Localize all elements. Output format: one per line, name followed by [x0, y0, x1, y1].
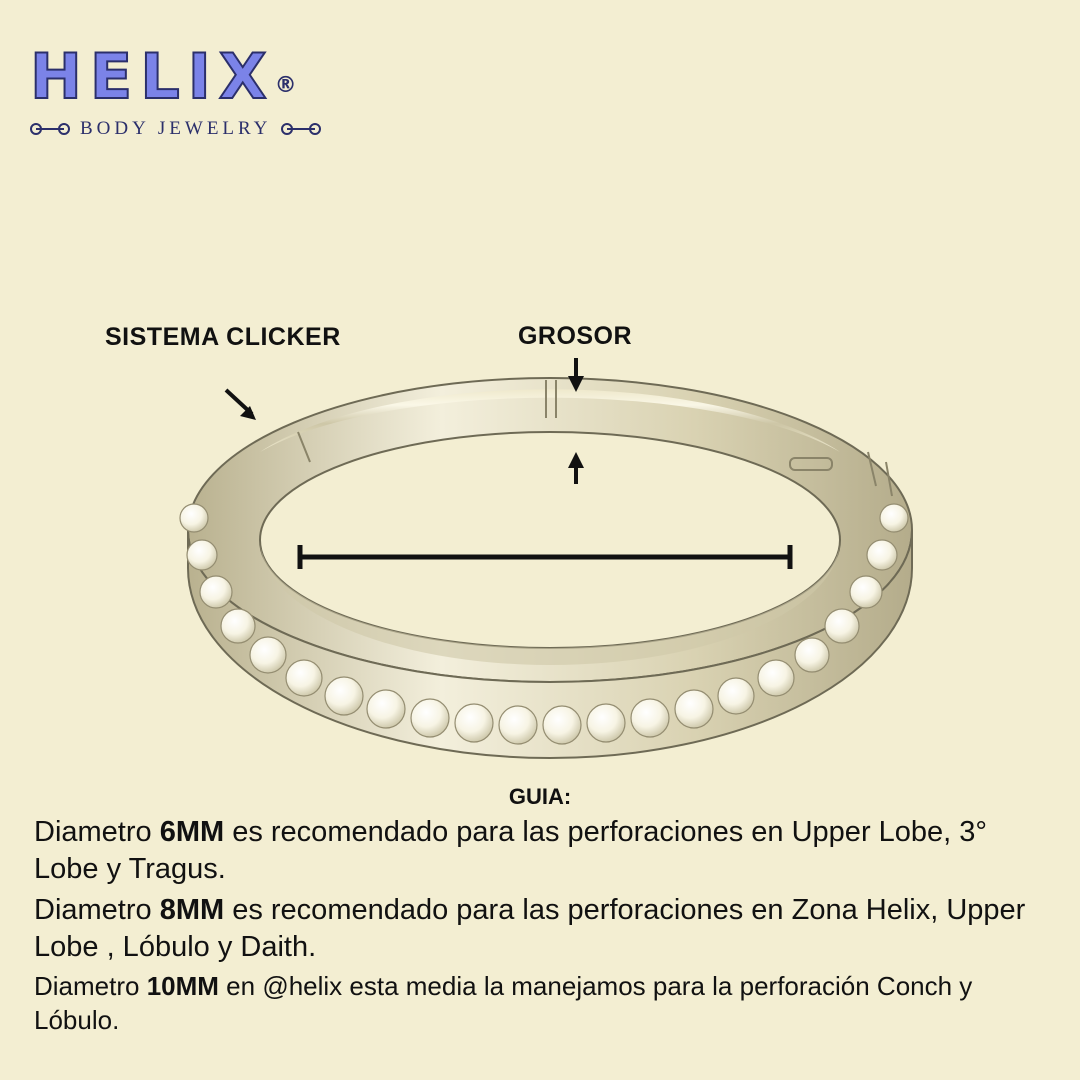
guide-text-pre: Diametro — [34, 894, 160, 927]
guide-text-pre: Diametro — [34, 816, 160, 848]
guide-text-pre: Diametro — [34, 971, 147, 1002]
guide-text-bold: 10MM — [146, 971, 219, 1002]
guide-text-post: es recomendado para las perforaciones en Upper Lobe, 3° Lobe y Tragus. — [34, 816, 988, 886]
guide-text-bold: 8MM — [159, 894, 225, 927]
callout-clicker-label: SISTEMA CLICKER — [105, 323, 341, 351]
guide-body — [34, 814, 1048, 1041]
registered-trademark-icon: ® — [274, 72, 297, 98]
guide-title — [0, 784, 1080, 810]
logo-tagline: BODY JEWELRY — [80, 118, 272, 139]
callout-thickness-line1: GROSOR — [517, 322, 633, 351]
guide-text-post: es recomendado para las perforaciones en Zona Helix, Upper Lobe , Lóbulo y Daith. — [34, 894, 1026, 964]
ring-body — [188, 378, 912, 758]
logo-tagline-row — [30, 118, 390, 140]
guide-title-colon: : — [563, 784, 572, 809]
guide-paragraph — [34, 814, 1048, 888]
guide-paragraph — [34, 970, 1048, 1037]
barbell-icon — [281, 122, 321, 136]
barbell-icon — [30, 122, 70, 136]
logo-word-text: HELIX — [30, 40, 275, 113]
guide-text-post: en @helix esta media la manejamos para la perforación Conch y Lóbulo. — [34, 971, 973, 1035]
guide-title-text: GUIA — [508, 784, 564, 809]
guide-paragraph — [34, 892, 1048, 966]
logo-wordmark — [30, 40, 390, 113]
brand-logo — [30, 40, 390, 140]
guide-text-bold: 6MM — [159, 816, 225, 848]
ring-diagram — [150, 340, 950, 800]
